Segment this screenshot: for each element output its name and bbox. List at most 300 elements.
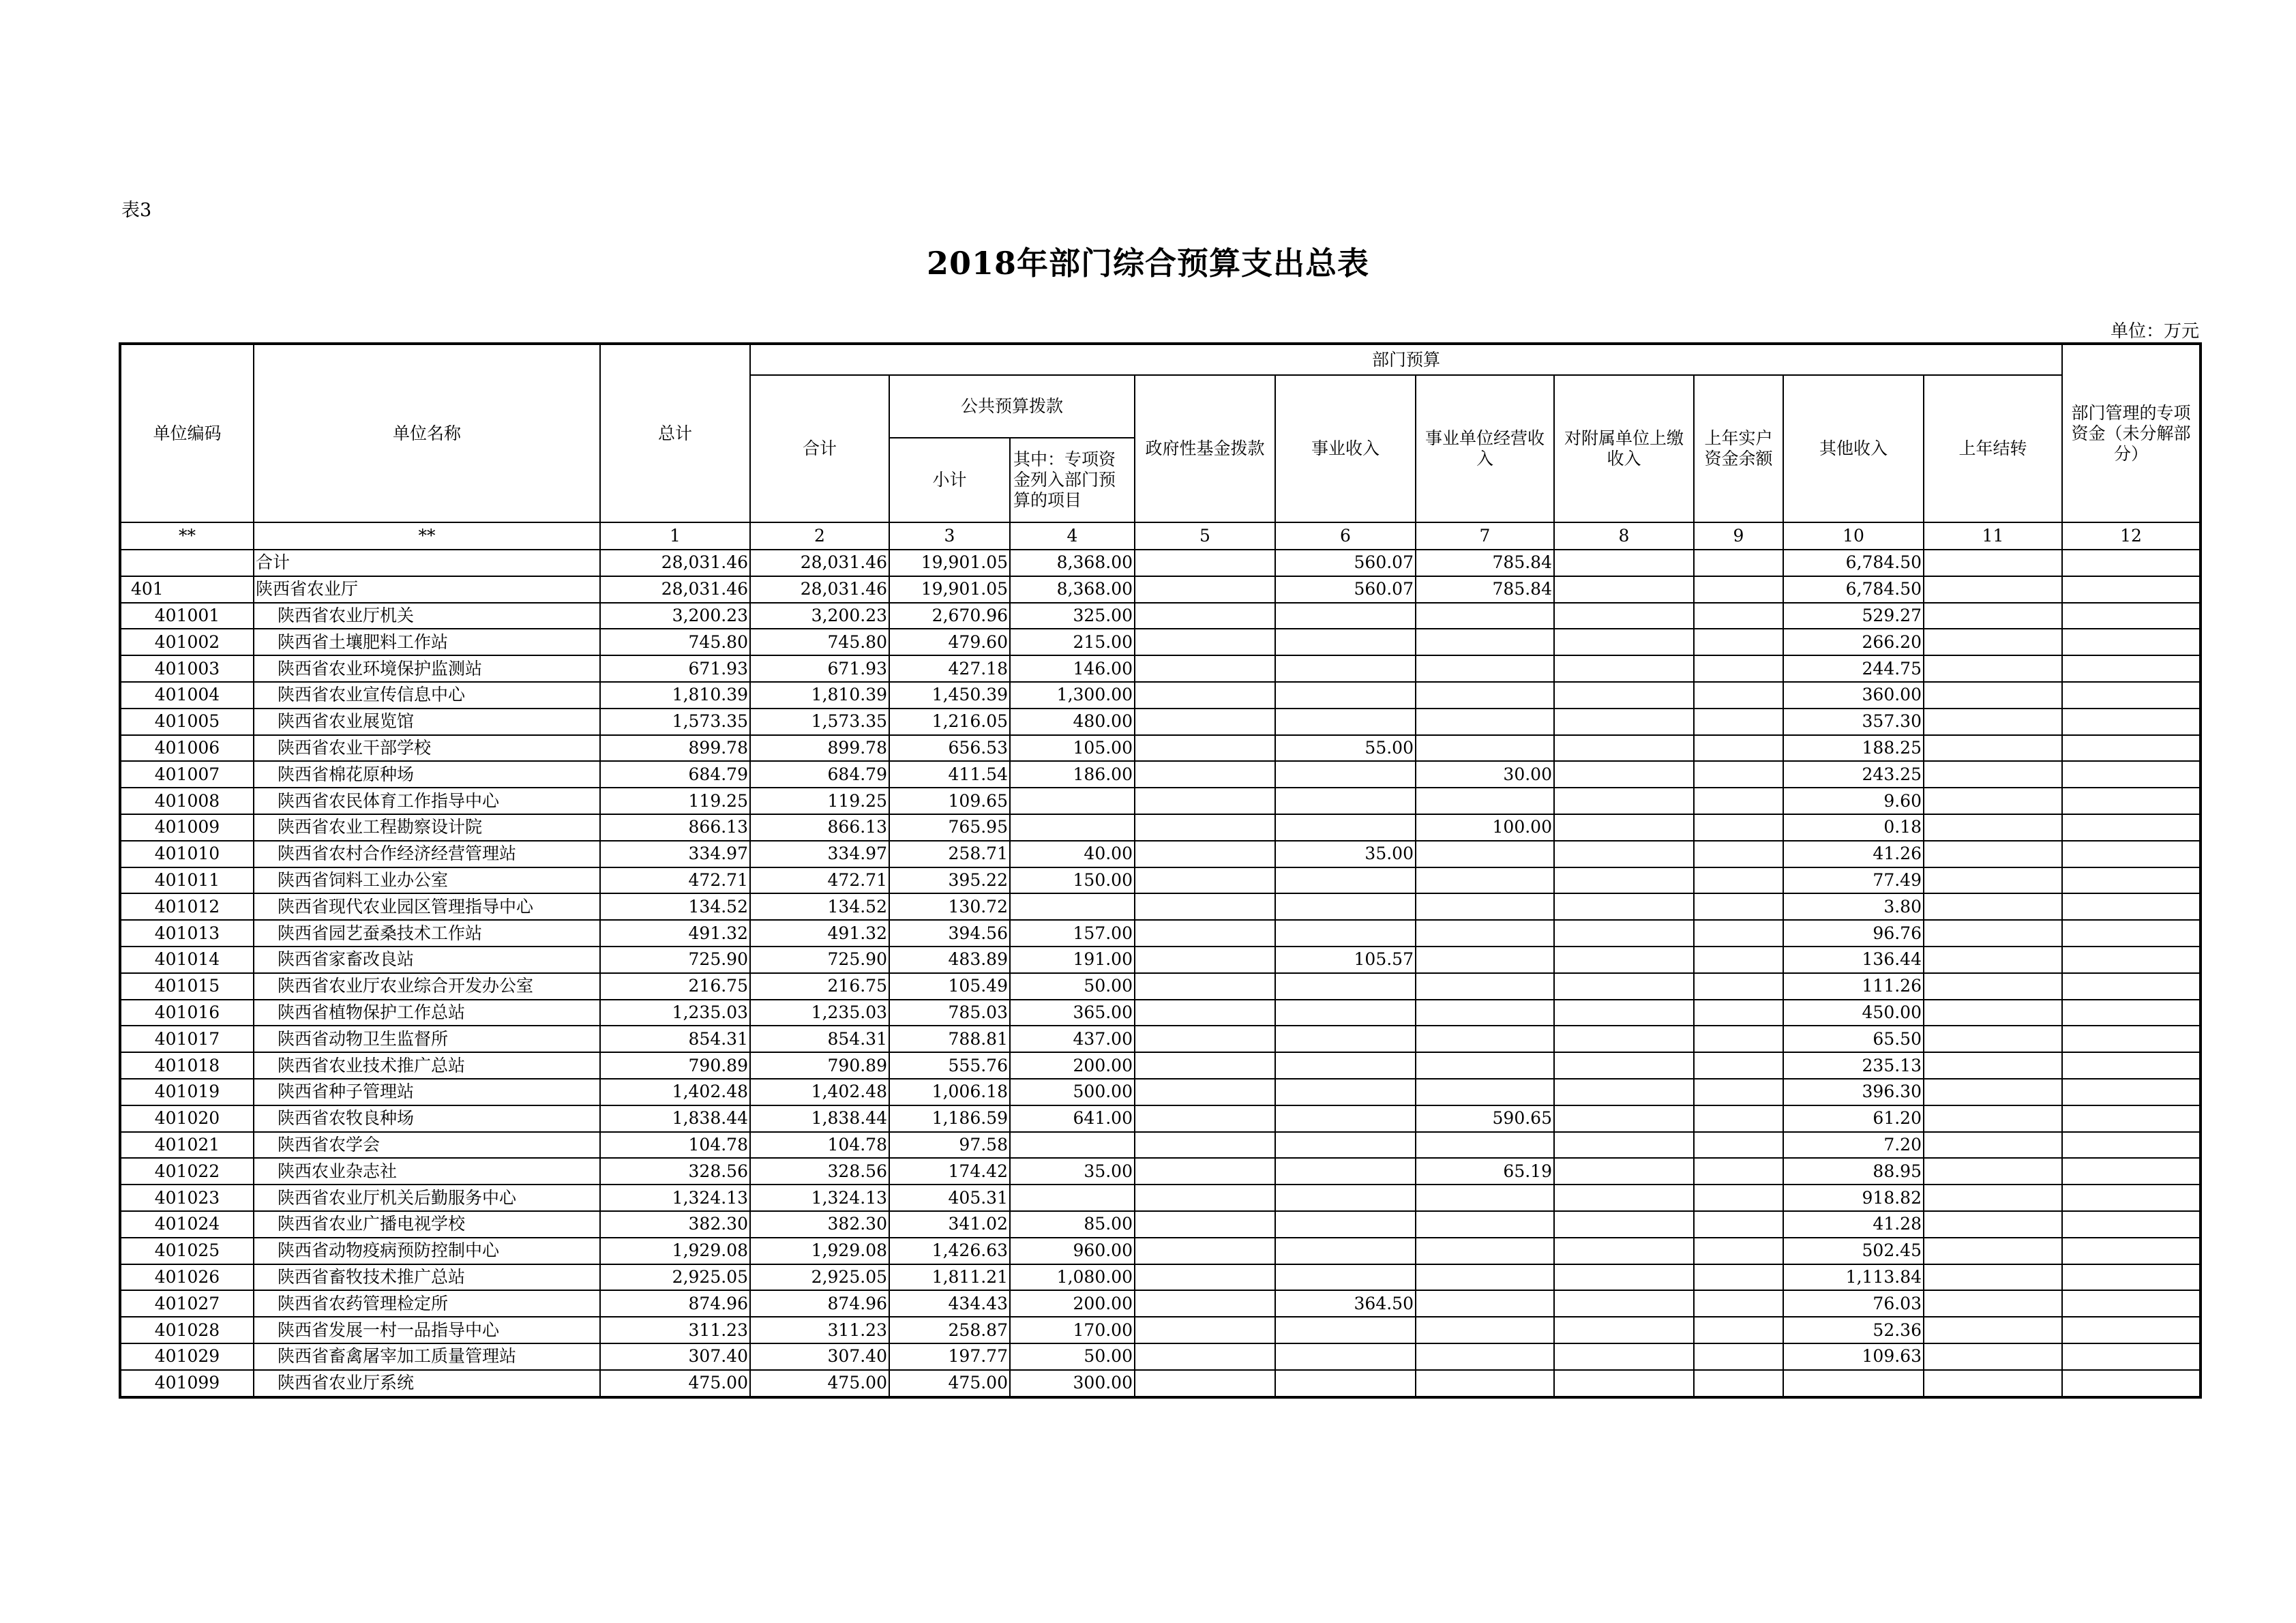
value-cell-c5 [1135,920,1275,947]
value-cell-c1: 899.78 [600,735,750,762]
unit-name-cell: 陕西省土壤肥料工作站 [254,629,600,655]
unit-name-cell: 陕西省农药管理检定所 [254,1290,600,1317]
value-cell-c11 [1924,1317,2062,1343]
value-cell-c4: 215.00 [1010,629,1135,655]
value-cell-c11 [1924,603,2062,629]
value-cell-c12 [2062,735,2201,762]
value-cell-c2: 1,573.35 [750,709,889,735]
column-index-cell: 2 [750,522,889,550]
value-cell-c3: 656.53 [889,735,1010,762]
value-cell-c6 [1275,761,1416,788]
value-cell-c9 [1694,682,1783,709]
value-cell-c3: 258.87 [889,1317,1010,1343]
value-cell-c10: 243.25 [1783,761,1924,788]
value-cell-c7 [1416,1317,1554,1343]
value-cell-c10: 6,784.50 [1783,576,1924,603]
value-cell-c11 [1924,893,2062,920]
value-cell-c1: 311.23 [600,1317,750,1343]
value-cell-c1: 28,031.46 [600,576,750,603]
value-cell-c1: 1,810.39 [600,682,750,709]
value-cell-c1: 1,929.08 [600,1238,750,1264]
value-cell-c12 [2062,814,2201,841]
value-cell-c9 [1694,920,1783,947]
value-cell-c10: 188.25 [1783,735,1924,762]
value-cell-c5 [1135,709,1275,735]
value-cell-c1: 104.78 [600,1132,750,1159]
value-cell-c3: 97.58 [889,1132,1010,1159]
value-cell-c1: 874.96 [600,1290,750,1317]
value-cell-c3: 258.71 [889,841,1010,867]
value-cell-c12 [2062,973,2201,1000]
value-cell-c10: 41.28 [1783,1211,1924,1238]
value-cell-c5 [1135,1158,1275,1185]
value-cell-c12 [2062,1132,2201,1159]
value-cell-c7 [1416,1000,1554,1026]
value-cell-c3: 174.42 [889,1158,1010,1185]
value-cell-c12 [2062,682,2201,709]
value-cell-c1: 671.93 [600,655,750,682]
value-cell-c12 [2062,1105,2201,1132]
value-cell-c2: 1,810.39 [750,682,889,709]
value-cell-c2: 1,838.44 [750,1105,889,1132]
value-cell-c10: 52.36 [1783,1317,1924,1343]
value-cell-c8 [1554,1185,1694,1211]
value-cell-c5 [1135,1000,1275,1026]
value-cell-c1: 3,200.23 [600,603,750,629]
value-cell-c7 [1416,1343,1554,1370]
value-cell-c3: 197.77 [889,1343,1010,1370]
unit-code-cell: 401001 [120,603,254,629]
value-cell-c10: 111.26 [1783,973,1924,1000]
header-subsidiary-income: 对附属单位上缴收入 [1554,375,1694,522]
value-cell-c10: 61.20 [1783,1105,1924,1132]
unit-name-cell: 陕西省动物疫病预防控制中心 [254,1238,600,1264]
column-index-cell: 3 [889,522,1010,550]
value-cell-c10: 88.95 [1783,1158,1924,1185]
value-cell-c5 [1135,1052,1275,1079]
unit-name-cell: 陕西省农业广播电视学校 [254,1211,600,1238]
value-cell-c11 [1924,709,2062,735]
value-cell-c8 [1554,1105,1694,1132]
value-cell-c6 [1275,1317,1416,1343]
value-cell-c7 [1416,1290,1554,1317]
value-cell-c5 [1135,1132,1275,1159]
value-cell-c2: 3,200.23 [750,603,889,629]
value-cell-c6 [1275,1264,1416,1291]
value-cell-c6: 55.00 [1275,735,1416,762]
value-cell-c4: 157.00 [1010,920,1135,947]
value-cell-c2: 134.52 [750,893,889,920]
table-row [120,576,2201,603]
value-cell-c8 [1554,920,1694,947]
value-cell-c2: 1,235.03 [750,1000,889,1026]
value-cell-c10: 6,784.50 [1783,550,1924,576]
value-cell-c10: 529.27 [1783,603,1924,629]
value-cell-c5 [1135,1343,1275,1370]
value-cell-c6 [1275,1026,1416,1052]
value-cell-c12 [2062,1290,2201,1317]
value-cell-c5 [1135,1370,1275,1397]
value-cell-c4: 365.00 [1010,1000,1135,1026]
column-index-row [120,522,2201,550]
value-cell-c12 [2062,629,2201,655]
value-cell-c8 [1554,1000,1694,1026]
value-cell-c5 [1135,550,1275,576]
value-cell-c8 [1554,709,1694,735]
value-cell-c10: 9.60 [1783,788,1924,814]
value-cell-c7 [1416,1264,1554,1291]
value-cell-c1: 475.00 [600,1370,750,1397]
value-cell-c12 [2062,1052,2201,1079]
value-cell-c1: 745.80 [600,629,750,655]
unit-name-cell: 陕西省农业厅机关后勤服务中心 [254,1185,600,1211]
value-cell-c6 [1275,973,1416,1000]
value-cell-c11 [1924,788,2062,814]
value-cell-c4: 500.00 [1010,1079,1135,1105]
value-cell-c10: 235.13 [1783,1052,1924,1079]
value-cell-c9 [1694,1132,1783,1159]
value-cell-c11 [1924,1290,2062,1317]
unit-code-cell: 401007 [120,761,254,788]
value-cell-c7 [1416,973,1554,1000]
value-cell-c3: 1,186.59 [889,1105,1010,1132]
value-cell-c2: 745.80 [750,629,889,655]
header-total: 总计 [600,344,750,522]
value-cell-c7 [1416,1211,1554,1238]
unit-code-cell: 401024 [120,1211,254,1238]
value-cell-c7 [1416,788,1554,814]
value-cell-c11 [1924,629,2062,655]
table-row [120,550,2201,576]
header-gov-fund: 政府性基金拨款 [1135,375,1275,522]
value-cell-c12 [2062,1317,2201,1343]
value-cell-c7 [1416,1052,1554,1079]
unit-name-cell: 陕西省农业厅机关 [254,603,600,629]
column-index-cell: 12 [2062,522,2201,550]
value-cell-c1: 119.25 [600,788,750,814]
value-cell-c11 [1924,920,2062,947]
unit-code-cell [120,550,254,576]
value-cell-c12 [2062,655,2201,682]
unit-code-cell: 401015 [120,973,254,1000]
value-cell-c12 [2062,576,2201,603]
unit-code-cell: 401021 [120,1132,254,1159]
value-cell-c1: 216.75 [600,973,750,1000]
value-cell-c8 [1554,841,1694,867]
unit-name-cell: 陕西省畜牧技术推广总站 [254,1264,600,1291]
value-cell-c3: 130.72 [889,893,1010,920]
value-cell-c5 [1135,947,1275,973]
value-cell-c1: 866.13 [600,814,750,841]
value-cell-c2: 874.96 [750,1290,889,1317]
header-subtotal-sum: 合计 [750,375,889,522]
value-cell-c3: 105.49 [889,973,1010,1000]
column-index-cell: 8 [1554,522,1694,550]
value-cell-c2: 475.00 [750,1370,889,1397]
value-cell-c8 [1554,576,1694,603]
value-cell-c2: 307.40 [750,1343,889,1370]
table-label: 表3 [121,200,152,221]
unit-name-cell: 陕西省农村合作经济经营管理站 [254,841,600,867]
unit-code-cell: 401011 [120,867,254,894]
unit-code-cell: 401003 [120,655,254,682]
table-row [120,1264,2201,1291]
value-cell-c8 [1554,1290,1694,1317]
unit-code-cell: 401022 [120,1158,254,1185]
table-row [120,814,2201,841]
value-cell-c12 [2062,1158,2201,1185]
value-cell-c3: 479.60 [889,629,1010,655]
value-cell-c7 [1416,1079,1554,1105]
value-cell-c1: 790.89 [600,1052,750,1079]
unit-name-cell: 陕西省农牧良种场 [254,1105,600,1132]
value-cell-c4: 960.00 [1010,1238,1135,1264]
value-cell-c3: 475.00 [889,1370,1010,1397]
unit-name-cell: 陕西省农业宣传信息中心 [254,682,600,709]
value-cell-c9 [1694,629,1783,655]
unit-name-cell: 陕西省农业干部学校 [254,735,600,762]
value-cell-c1: 472.71 [600,867,750,894]
value-cell-c8 [1554,1026,1694,1052]
value-cell-c5 [1135,893,1275,920]
table-row [120,1211,2201,1238]
unit-code-cell: 401028 [120,1317,254,1343]
value-cell-c8 [1554,603,1694,629]
value-cell-c2: 866.13 [750,814,889,841]
value-cell-c3: 1,811.21 [889,1264,1010,1291]
value-cell-c5 [1135,629,1275,655]
value-cell-c6 [1275,814,1416,841]
value-cell-c4: 146.00 [1010,655,1135,682]
value-cell-c11 [1924,1264,2062,1291]
value-cell-c9 [1694,1105,1783,1132]
value-cell-c7 [1416,682,1554,709]
value-cell-c2: 671.93 [750,655,889,682]
value-cell-c12 [2062,1185,2201,1211]
column-index-cell: 11 [1924,522,2062,550]
value-cell-c7 [1416,893,1554,920]
value-cell-c11 [1924,655,2062,682]
value-cell-c8 [1554,1317,1694,1343]
unit-name-cell: 陕西省农业厅系统 [254,1370,600,1397]
value-cell-c3: 427.18 [889,655,1010,682]
table-row [120,1185,2201,1211]
value-cell-c1: 1,573.35 [600,709,750,735]
value-cell-c4: 1,300.00 [1010,682,1135,709]
value-cell-c7 [1416,1370,1554,1397]
unit-name-cell: 陕西省现代农业园区管理指导中心 [254,893,600,920]
value-cell-c2: 1,324.13 [750,1185,889,1211]
value-cell-c10: 266.20 [1783,629,1924,655]
value-cell-c5 [1135,603,1275,629]
table-row [120,1105,2201,1132]
table-row [120,709,2201,735]
header-special-funds: 部门管理的专项资金（未分解部分） [2062,344,2201,522]
value-cell-c8 [1554,1238,1694,1264]
value-cell-c1: 684.79 [600,761,750,788]
value-cell-c11 [1924,1132,2062,1159]
unit-name-cell: 陕西省农学会 [254,1132,600,1159]
value-cell-c7 [1416,1185,1554,1211]
value-cell-c11 [1924,1026,2062,1052]
value-cell-c2: 491.32 [750,920,889,947]
unit-name-cell: 合计 [254,550,600,576]
header-public-budget: 公共预算拨款 [889,375,1135,438]
value-cell-c3: 483.89 [889,947,1010,973]
value-cell-c10: 396.30 [1783,1079,1924,1105]
unit-name-cell: 陕西省农业展览馆 [254,709,600,735]
value-cell-c5 [1135,761,1275,788]
value-cell-c8 [1554,1079,1694,1105]
value-cell-c3: 2,670.96 [889,603,1010,629]
unit-name-cell: 陕西农业杂志社 [254,1158,600,1185]
value-cell-c6 [1275,867,1416,894]
column-index-cell: 5 [1135,522,1275,550]
unit-name-cell: 陕西省农业厅农业综合开发办公室 [254,973,600,1000]
value-cell-c10: 109.63 [1783,1343,1924,1370]
value-cell-c2: 119.25 [750,788,889,814]
value-cell-c9 [1694,1052,1783,1079]
value-cell-c3: 1,426.63 [889,1238,1010,1264]
table-row [120,920,2201,947]
value-cell-c9 [1694,735,1783,762]
table-row [120,841,2201,867]
value-cell-c3: 394.56 [889,920,1010,947]
value-cell-c10: 357.30 [1783,709,1924,735]
value-cell-c9 [1694,655,1783,682]
unit-code-cell: 401010 [120,841,254,867]
value-cell-c4 [1010,1185,1135,1211]
value-cell-c4: 200.00 [1010,1290,1135,1317]
value-cell-c10: 76.03 [1783,1290,1924,1317]
value-cell-c10: 96.76 [1783,920,1924,947]
value-cell-c7: 785.84 [1416,550,1554,576]
unit-code-cell: 401004 [120,682,254,709]
value-cell-c10: 7.20 [1783,1132,1924,1159]
unit-code-cell: 401016 [120,1000,254,1026]
value-cell-c12 [2062,1238,2201,1264]
value-cell-c6 [1275,1105,1416,1132]
value-cell-c4 [1010,814,1135,841]
header-unit-code: 单位编码 [120,344,254,522]
value-cell-c5 [1135,1079,1275,1105]
unit-code-cell: 401027 [120,1290,254,1317]
table-row [120,1132,2201,1159]
value-cell-c7: 100.00 [1416,814,1554,841]
value-cell-c6 [1275,1158,1416,1185]
value-cell-c12 [2062,709,2201,735]
table-row [120,973,2201,1000]
unit-name-cell: 陕西省棉花原种场 [254,761,600,788]
value-cell-c2: 1,402.48 [750,1079,889,1105]
value-cell-c4 [1010,893,1135,920]
value-cell-c6: 35.00 [1275,841,1416,867]
value-cell-c3: 341.02 [889,1211,1010,1238]
value-cell-c1: 491.32 [600,920,750,947]
value-cell-c1: 2,925.05 [600,1264,750,1291]
value-cell-c11 [1924,841,2062,867]
unit-code-cell: 401020 [120,1105,254,1132]
value-cell-c8 [1554,973,1694,1000]
header-prior-balance: 上年实户资金余额 [1694,375,1783,522]
header-public-special: 其中：专项资金列入部门预算的项目 [1010,438,1135,522]
value-cell-c1: 328.56 [600,1158,750,1185]
unit-code-cell: 401099 [120,1370,254,1397]
value-cell-c5 [1135,841,1275,867]
value-cell-c6 [1275,788,1416,814]
value-cell-c7 [1416,709,1554,735]
value-cell-c8 [1554,814,1694,841]
value-cell-c5 [1135,1105,1275,1132]
value-cell-c11 [1924,814,2062,841]
value-cell-c12 [2062,1026,2201,1052]
value-cell-c11 [1924,1158,2062,1185]
value-cell-c11 [1924,761,2062,788]
value-cell-c3: 405.31 [889,1185,1010,1211]
value-cell-c9 [1694,1264,1783,1291]
unit-code-cell: 401 [120,576,254,603]
unit-name-cell: 陕西省种子管理站 [254,1079,600,1105]
value-cell-c5 [1135,973,1275,1000]
value-cell-c11 [1924,1211,2062,1238]
unit-code-cell: 401017 [120,1026,254,1052]
value-cell-c7 [1416,629,1554,655]
unit-code-cell: 401029 [120,1343,254,1370]
header-business-income: 事业收入 [1275,375,1416,522]
value-cell-c7 [1416,1026,1554,1052]
value-cell-c4: 437.00 [1010,1026,1135,1052]
value-cell-c4: 150.00 [1010,867,1135,894]
value-cell-c9 [1694,814,1783,841]
value-cell-c2: 28,031.46 [750,576,889,603]
value-cell-c9 [1694,576,1783,603]
value-cell-c11 [1924,550,2062,576]
value-cell-c1: 382.30 [600,1211,750,1238]
value-cell-c4: 480.00 [1010,709,1135,735]
value-cell-c5 [1135,655,1275,682]
value-cell-c8 [1554,761,1694,788]
value-cell-c9 [1694,1026,1783,1052]
value-cell-c4: 105.00 [1010,735,1135,762]
value-cell-c8 [1554,1132,1694,1159]
value-cell-c9 [1694,1317,1783,1343]
table-row [120,682,2201,709]
value-cell-c4: 325.00 [1010,603,1135,629]
column-index-cell: 9 [1694,522,1783,550]
column-index-cell: ** [120,522,254,550]
value-cell-c9 [1694,973,1783,1000]
value-cell-c8 [1554,947,1694,973]
unit-code-cell: 401008 [120,788,254,814]
value-cell-c8 [1554,550,1694,576]
value-cell-c12 [2062,1000,2201,1026]
value-cell-c4: 200.00 [1010,1052,1135,1079]
value-cell-c5 [1135,1238,1275,1264]
header-operating-income: 事业单位经营收入 [1416,375,1554,522]
value-cell-c3: 109.65 [889,788,1010,814]
value-cell-c9 [1694,1000,1783,1026]
budget-table [119,342,2202,1399]
value-cell-c9 [1694,1343,1783,1370]
value-cell-c10: 244.75 [1783,655,1924,682]
value-cell-c4: 50.00 [1010,1343,1135,1370]
value-cell-c6: 364.50 [1275,1290,1416,1317]
value-cell-c11 [1924,947,2062,973]
value-cell-c12 [2062,867,2201,894]
value-cell-c11 [1924,973,2062,1000]
value-cell-c6: 560.07 [1275,576,1416,603]
unit-code-cell: 401019 [120,1079,254,1105]
